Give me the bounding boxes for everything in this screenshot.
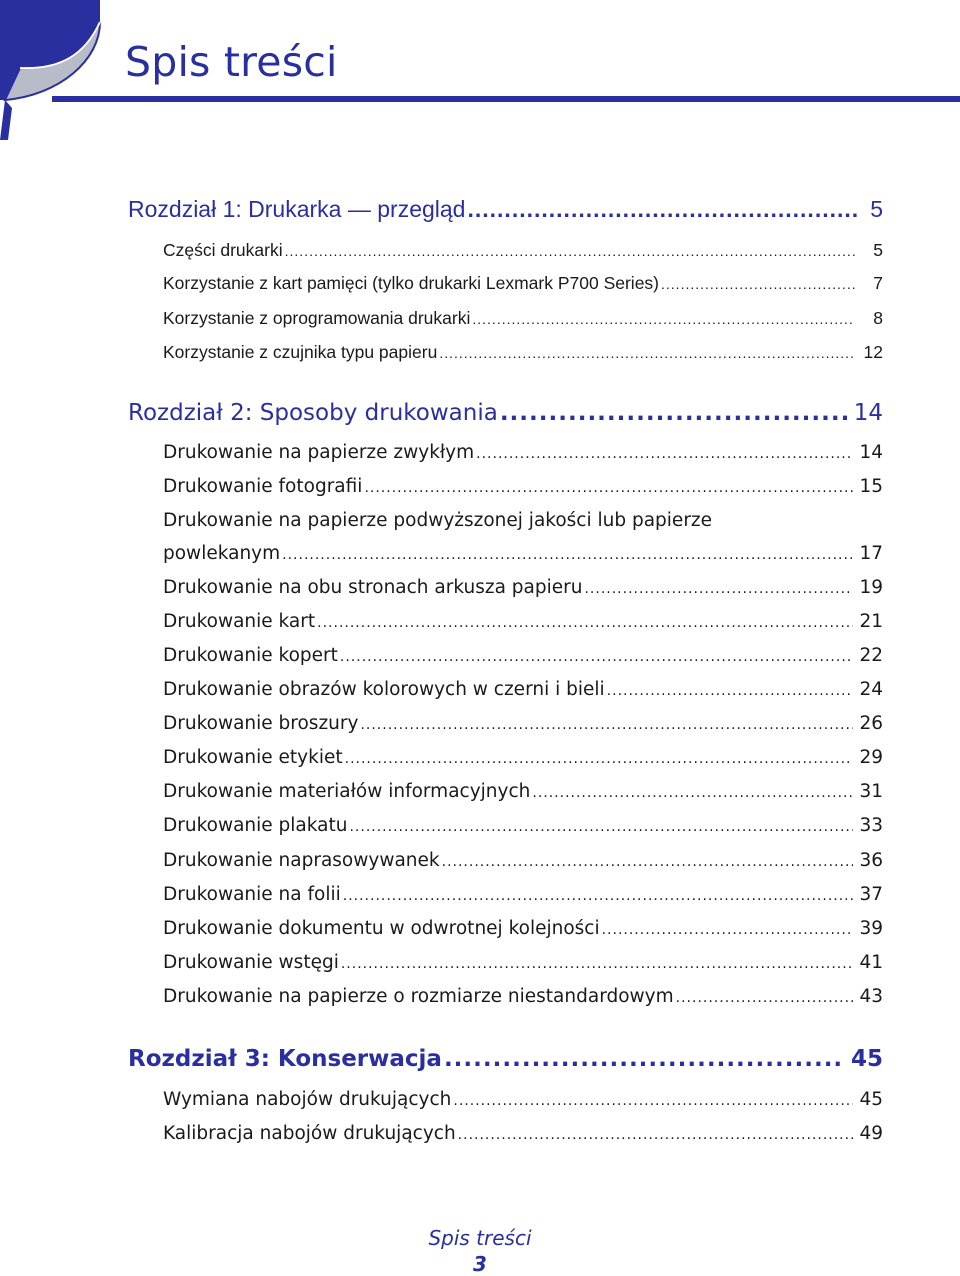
toc-entry[interactable] xyxy=(163,747,883,768)
leader-dots xyxy=(444,1046,845,1072)
entry-label: Korzystanie z czujnika typu papieru xyxy=(163,342,438,362)
toc-entry[interactable] xyxy=(163,884,883,905)
entry-label: Drukowanie dokumentu w odwrotnej kolejności xyxy=(163,918,600,939)
entry-label: Korzystanie z kart pamięci (tylko drukarki Lexmark P700 Series) xyxy=(163,273,660,293)
leader-dots xyxy=(584,581,853,597)
toc-entry[interactable] xyxy=(163,645,883,666)
leader-dots xyxy=(453,1093,853,1109)
title-rule xyxy=(52,96,960,102)
entry-label: Drukowanie na papierze zwykłym xyxy=(163,442,475,463)
leader-dots xyxy=(317,615,853,631)
footer-section-title: Spis treści xyxy=(428,1226,532,1250)
toc-entry[interactable] xyxy=(163,273,883,294)
entry-page: 33 xyxy=(859,815,883,836)
entry-label: Drukowanie fotografii xyxy=(163,476,363,497)
leader-dots xyxy=(282,547,853,563)
entry-page: 43 xyxy=(859,986,883,1007)
toc-entry[interactable] xyxy=(163,308,883,329)
toc-entry[interactable] xyxy=(163,781,883,802)
toc-chapter-1[interactable] xyxy=(128,196,883,223)
entry-page: 12 xyxy=(863,342,883,362)
entry-page: 14 xyxy=(859,442,883,463)
toc-entry[interactable] xyxy=(163,952,883,973)
entry-page: 17 xyxy=(859,543,883,564)
entry-label: Drukowanie kart xyxy=(163,611,316,632)
toc-entry[interactable] xyxy=(163,442,883,463)
leader-dots xyxy=(458,1127,854,1143)
entry-label: powlekanym xyxy=(163,543,281,564)
chapter-title: Rozdział 2: Sposoby drukowania xyxy=(128,400,498,426)
entry-page: 37 xyxy=(859,884,883,905)
leader-dots xyxy=(467,196,859,223)
leader-dots xyxy=(500,400,848,426)
entry-page: 26 xyxy=(859,713,883,734)
toc-entry[interactable] xyxy=(163,240,883,261)
leader-dots xyxy=(439,345,855,361)
leader-dots xyxy=(602,922,854,938)
toc-entry[interactable] xyxy=(163,986,883,1007)
leader-dots xyxy=(661,276,855,292)
leader-dots xyxy=(343,888,854,904)
chapter-page: 5 xyxy=(870,196,883,222)
entry-page: 5 xyxy=(873,240,883,260)
page-curl-graphic xyxy=(0,0,110,140)
entry-page: 19 xyxy=(859,577,883,598)
leader-dots xyxy=(360,717,853,733)
chapter-title: Rozdział 3: Konserwacja xyxy=(128,1046,442,1072)
entry-page: 21 xyxy=(859,611,883,632)
entry-page: 22 xyxy=(859,645,883,666)
entry-label: Drukowanie wstęgi xyxy=(163,952,339,973)
toc-entry[interactable] xyxy=(163,713,883,734)
entry-page: 24 xyxy=(859,679,883,700)
toc-entry[interactable] xyxy=(163,918,883,939)
leader-dots xyxy=(341,956,854,972)
toc-entry[interactable] xyxy=(163,342,883,363)
entry-page: 45 xyxy=(859,1089,883,1110)
toc-entry-first-line[interactable]: Drukowanie na papierze podwyższonej jakości lub papierze xyxy=(163,510,713,531)
leader-dots xyxy=(442,854,854,870)
entry-label: Drukowanie naprasowywanek xyxy=(163,850,440,871)
entry-label: Części drukarki xyxy=(163,240,283,260)
leader-dots xyxy=(349,819,853,835)
toc-entry[interactable] xyxy=(163,577,883,598)
entry-label: Drukowanie materiałów informacyjnych xyxy=(163,781,531,802)
entry-label: Kalibracja nabojów drukujących xyxy=(163,1123,456,1144)
entry-page: 31 xyxy=(859,781,883,802)
entry-label: Drukowanie broszury xyxy=(163,713,359,734)
footer-page-number: 3 xyxy=(473,1252,487,1276)
toc-entry[interactable] xyxy=(163,1123,883,1144)
entry-label: Drukowanie na folii xyxy=(163,884,341,905)
entry-label: Drukowanie etykiet xyxy=(163,747,343,768)
page-title: Spis treści xyxy=(125,38,338,86)
entry-label: Korzystanie z oprogramowania drukarki xyxy=(163,308,471,328)
leader-dots xyxy=(676,990,854,1006)
chapter-page: 45 xyxy=(850,1046,883,1072)
entry-page: 41 xyxy=(859,952,883,973)
chapter-title: Rozdział 1: Drukarka — przegląd xyxy=(128,196,466,222)
entry-page: 39 xyxy=(859,918,883,939)
toc-entry[interactable] xyxy=(163,476,883,497)
entry-label: Drukowanie plakatu xyxy=(163,815,348,836)
entry-page: 8 xyxy=(873,308,883,328)
toc-entry[interactable] xyxy=(163,850,883,871)
leader-dots xyxy=(340,649,854,665)
entry-page: 36 xyxy=(859,850,883,871)
leader-dots xyxy=(345,751,854,767)
leader-dots xyxy=(285,243,855,259)
entry-page: 7 xyxy=(873,273,883,293)
entry-label: Drukowanie na papierze o rozmiarze niestandardowym xyxy=(163,986,674,1007)
toc-entry[interactable] xyxy=(163,815,883,836)
leader-dots xyxy=(472,311,855,327)
entry-page: 49 xyxy=(859,1123,883,1144)
toc-chapter-2[interactable] xyxy=(128,400,883,426)
entry-label: Drukowanie na obu stronach arkusza papieru xyxy=(163,577,583,598)
leader-dots xyxy=(607,683,854,699)
toc-entry[interactable] xyxy=(163,611,883,632)
leader-dots xyxy=(476,446,853,462)
leader-dots xyxy=(532,785,853,801)
toc-entry[interactable] xyxy=(163,679,883,700)
chapter-page: 14 xyxy=(853,400,883,426)
entry-page: 15 xyxy=(859,476,883,497)
entry-label: Wymiana nabojów drukujących xyxy=(163,1089,452,1110)
entry-page: 29 xyxy=(859,747,883,768)
toc-entry[interactable] xyxy=(163,1089,883,1110)
entry-label: Drukowanie obrazów kolorowych w czerni i bieli xyxy=(163,679,605,700)
toc-chapter-3[interactable] xyxy=(128,1046,883,1072)
toc-entry[interactable] xyxy=(163,543,883,564)
leader-dots xyxy=(364,480,853,496)
entry-label: Drukowanie kopert xyxy=(163,645,338,666)
